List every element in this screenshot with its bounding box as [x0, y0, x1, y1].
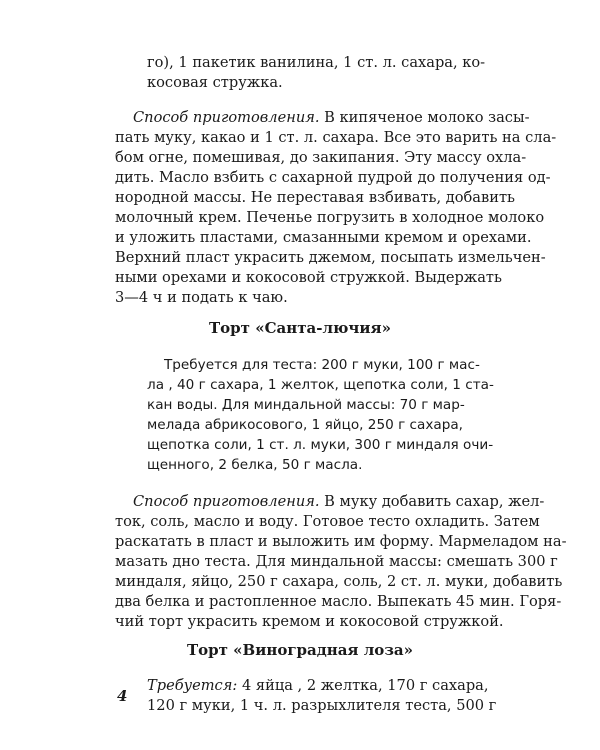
paragraph-line: Верхний пласт украсить джемом, посыпать измельчен- [115, 249, 546, 266]
ingredients-line: щепотка соли, 1 ст. л. муки, 300 г миндаля очи- [147, 437, 494, 453]
paragraph-line: мазать дно теста. Для миндальной массы: смешать 300 г [115, 553, 558, 570]
paragraph-line: ток, соль, масло и воду. Готовое тесто охладить. Затем [115, 513, 540, 530]
paragraph-line: дить. Масло взбить с сахарной пудрой до получения од- [115, 169, 551, 186]
paragraph-line: чий торт украсить кремом и кокосовой стружкой. [115, 613, 504, 630]
method-label: Способ приготовления. [133, 109, 320, 126]
paragraph-line: миндаля, яйцо, 250 г сахара, соль, 2 ст. л. муки, добавить [115, 573, 563, 590]
ingredients-label: Требуется: [147, 677, 238, 694]
intro-line: косовая стружка. [147, 74, 283, 91]
paragraph-line: пать муку, какао и 1 ст. л. сахара. Все это варить на сла- [115, 129, 557, 146]
page-number: 4 [117, 687, 128, 705]
paragraph-line: раскатать в пласт и выложить им форму. Мармеладом на- [115, 533, 567, 550]
intro-line: го), 1 пакетик ванилина, 1 ст. л. сахара, ко- [147, 54, 486, 71]
paragraph-line: ными орехами и кокосовой стружкой. Выдержать [115, 269, 502, 286]
method-first-line [133, 492, 545, 512]
ingredients-line: 120 г муки, 1 ч. л. разрыхлителя теста, 500 г [147, 697, 497, 714]
ingredients-line: ла , 40 г сахара, 1 желток, щепотка соли, 1 ста- [147, 377, 494, 393]
ingredients-line [147, 676, 489, 696]
ingredients-line: Требуется для теста: 200 г муки, 100 г мас- [164, 357, 480, 373]
paragraph-line: бом огне, помешивая, до закипания. Эту массу охла- [115, 149, 527, 166]
paragraph-line: 3—4 ч и подать к чаю. [115, 289, 288, 306]
method-label: Способ приготовления. [133, 493, 320, 510]
paragraph-line: молочный крем. Печенье погрузить в холодное молоко [115, 209, 545, 226]
ingredients-line: мелада абрикосового, 1 яйцо, 250 г сахара, [147, 417, 463, 433]
method-text: В кипяченое молоко засы- [324, 109, 530, 126]
paragraph-line: два белка и растопленное масло. Выпекать 45 мин. Горя- [115, 593, 562, 610]
ingredients-text: 4 яйца , 2 желтка, 170 г сахара, [241, 677, 489, 694]
ingredients-line: кан воды. Для миндальной массы: 70 г мар- [147, 397, 465, 413]
ingredients-line: щенного, 2 белка, 50 г масла. [147, 457, 363, 473]
method-text: В муку добавить сахар, жел- [324, 493, 545, 510]
paragraph-line: нородной массы. Не переставая взбивать, добавить [115, 189, 515, 206]
method-first-line [133, 108, 530, 128]
recipe-title: Торт «Санта-лючия» [209, 319, 391, 337]
paragraph-line: и уложить пластами, смазанными кремом и орехами. [115, 229, 532, 246]
recipe-title: Торт «Виноградная лоза» [187, 641, 413, 659]
